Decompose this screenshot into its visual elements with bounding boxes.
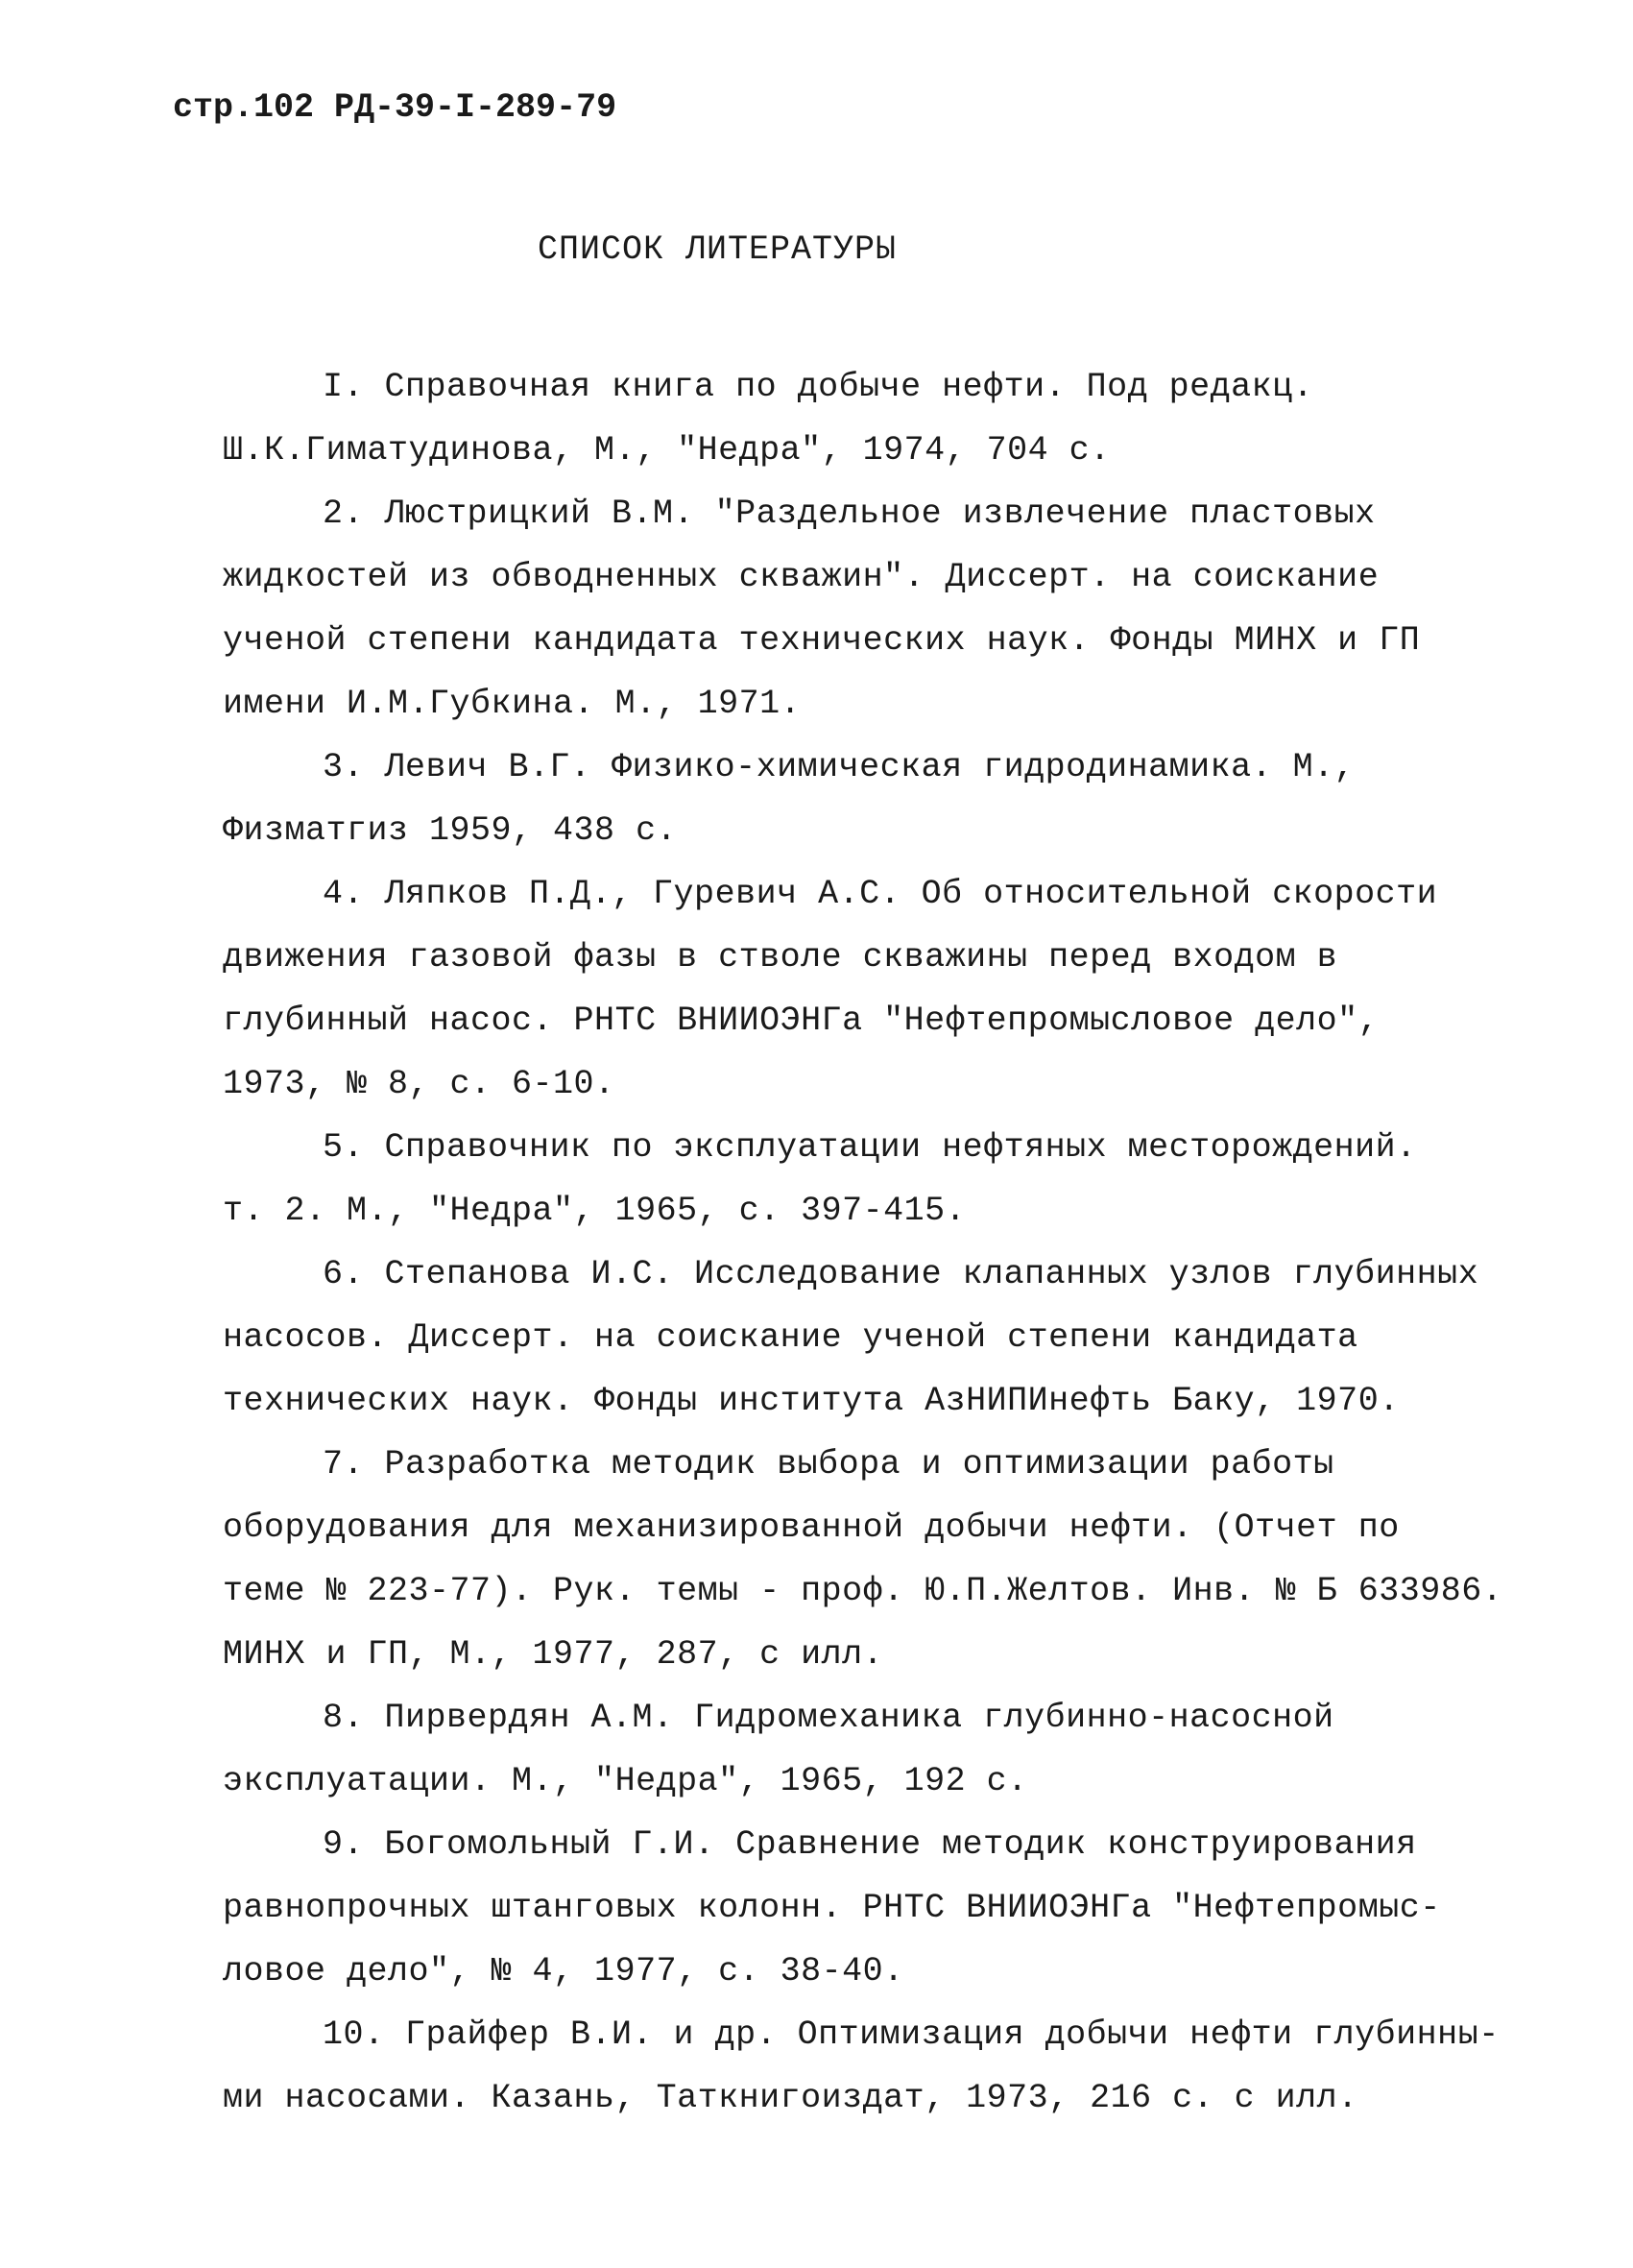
- reference-line: теме № 223-77). Рук. темы - проф. Ю.П.Желтов. Инв. № Б 633986.: [223, 1572, 1503, 1610]
- reference-line: эксплуатации. М., "Недра", 1965, 192 с.: [223, 1762, 1028, 1800]
- reference-line: Физматгиз 1959, 438 с.: [223, 811, 678, 850]
- reference-line: глубинный насос. РНТС ВНИИОЭНГа "Нефтепромысловое дело",: [223, 1001, 1380, 1040]
- reference-line: 7. Разработка методик выбора и оптимизации работы: [323, 1445, 1334, 1484]
- reference-line: Ш.К.Гиматудинова, М., "Недра", 1974, 704 с.: [223, 431, 1111, 470]
- reference-line: жидкостей из обводненных скважин". Диссерт. на соискание: [223, 558, 1380, 596]
- reference-line: 5. Справочник по эксплуатации нефтяных месторождений.: [323, 1128, 1417, 1167]
- bibliography-title: СПИСОК ЛИТЕРАТУРЫ: [538, 230, 898, 269]
- reference-line: движения газовой фазы в стволе скважины перед входом в: [223, 938, 1338, 977]
- reference-item: [223, 736, 1471, 862]
- reference-line: 9. Богомольный Г.И. Сравнение методик конструирования: [323, 1825, 1417, 1864]
- reference-line: МИНХ и ГП, М., 1977, 287, с илл.: [223, 1635, 884, 1674]
- reference-line: насосов. Диссерт. на соискание ученой степени кандидата: [223, 1318, 1358, 1357]
- reference-list: [223, 355, 1503, 2130]
- reference-line: ми насосами. Казань, Таткнигоиздат, 1973, 216 с. с илл.: [223, 2079, 1358, 2117]
- reference-item: [223, 2003, 1500, 2130]
- reference-item: [223, 1116, 1471, 1243]
- reference-line: имени И.М.Губкина. М., 1971.: [223, 685, 802, 723]
- reference-line: I. Справочная книга по добыче нефти. Под редакц.: [323, 368, 1314, 406]
- reference-line: 10. Грайфер В.И. и др. Оптимизация добычи нефти глубинны-: [323, 2015, 1500, 2054]
- reference-line: 1973, № 8, с. 6-10.: [223, 1065, 615, 1103]
- reference-line: 2. Люстрицкий В.М. "Раздельное извлечение пластовых: [323, 495, 1376, 533]
- reference-line: т. 2. М., "Недра", 1965, с. 397-415.: [223, 1192, 967, 1230]
- reference-line: 4. Ляпков П.Д., Гуревич А.С. Об относительной скорости: [323, 875, 1438, 913]
- reference-line: оборудования для механизированной добычи нефти. (Отчет по: [223, 1508, 1400, 1547]
- reference-line: ловое дело", № 4, 1977, с. 38-40.: [223, 1952, 904, 1991]
- reference-line: 6. Степанова И.С. Исследование клапанных узлов глубинных: [323, 1255, 1479, 1293]
- reference-item: [223, 1813, 1471, 2003]
- reference-item: [223, 355, 1471, 482]
- reference-item: [223, 1433, 1503, 1686]
- reference-line: технических наук. Фонды института АзНИПИнефть Баку, 1970.: [223, 1382, 1400, 1420]
- reference-line: ученой степени кандидата технических наук. Фонды МИНХ и ГП: [223, 621, 1421, 660]
- reference-item: [223, 1686, 1471, 1813]
- reference-item: [223, 482, 1471, 736]
- reference-line: 3. Левич В.Г. Физико-химическая гидродинамика. М.,: [323, 748, 1356, 786]
- reference-item: [223, 1243, 1479, 1433]
- reference-line: 8. Пирвердян А.М. Гидромеханика глубинно-насосной: [323, 1699, 1334, 1737]
- reference-line: равнопрочных штанговых колонн. РНТС ВНИИОЭНГа "Нефтепромыс-: [223, 1889, 1441, 1927]
- reference-item: [223, 862, 1471, 1116]
- page-header: стр.102 РД-39-I-289-79: [173, 88, 617, 127]
